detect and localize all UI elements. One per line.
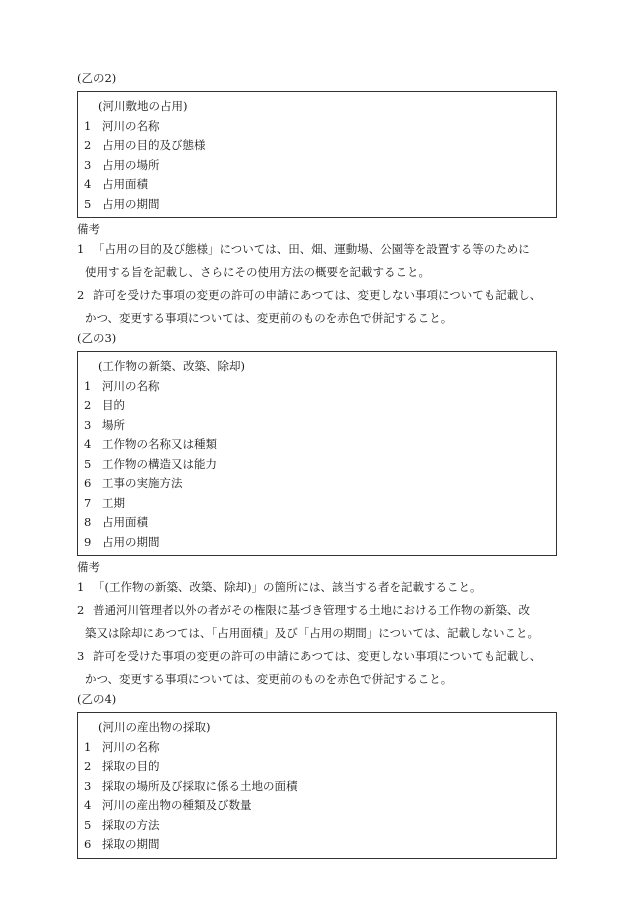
- item-number: 5: [84, 817, 92, 832]
- note-number: 1: [77, 580, 85, 594]
- note-line: 「占用の目的及び態様」については、田、畑、運動場、公園等を設置する等のために: [93, 242, 530, 256]
- section-label: (乙の2): [77, 71, 117, 85]
- list-item: [84, 156, 556, 176]
- list-item: [84, 416, 556, 436]
- remark-note: [77, 599, 557, 645]
- item-text: 工作物の名称又は種類: [102, 437, 217, 451]
- item-number: 5: [84, 456, 92, 471]
- item-text: 占用面積: [102, 515, 148, 529]
- remark-note: [77, 576, 557, 599]
- list-item: [84, 396, 556, 416]
- item-text: 場所: [102, 417, 125, 432]
- item-number: 9: [84, 534, 92, 549]
- item-number: 5: [84, 196, 92, 211]
- box-header: (工作物の新築、改築、除却): [98, 359, 245, 373]
- list-item: [84, 533, 556, 553]
- item-number: 2: [84, 398, 92, 412]
- list-item: [84, 136, 556, 156]
- item-text: 占用の期間: [102, 196, 160, 211]
- note-number: 2: [77, 288, 85, 302]
- list-item: [84, 494, 556, 514]
- item-text: 採取の方法: [102, 817, 160, 832]
- item-number: 4: [84, 177, 92, 191]
- item-number: 3: [84, 417, 92, 432]
- item-text: 採取の期間: [102, 837, 160, 851]
- item-text: 河川の名称: [102, 739, 160, 754]
- item-text: 占用の場所: [102, 157, 160, 172]
- list-item: [84, 816, 556, 836]
- item-text: 工期: [102, 495, 125, 510]
- note-number: 3: [77, 649, 85, 663]
- item-number: 3: [84, 157, 92, 172]
- list-item: [84, 777, 556, 797]
- item-number: 8: [84, 515, 92, 529]
- note-line: 使用する旨を記載し、さらにその使用方法の概要を記載すること。: [85, 265, 430, 279]
- note-line: かつ、変更する事項については、変更前のものを赤色で併記すること。: [85, 672, 453, 686]
- item-number: 2: [84, 138, 92, 152]
- item-text: 採取の目的: [102, 759, 160, 773]
- list-item: [84, 455, 556, 475]
- item-number: 6: [84, 476, 92, 490]
- list-item: [84, 757, 556, 777]
- list-item: [84, 738, 556, 758]
- note-number: 1: [77, 242, 85, 256]
- section-label: (乙の4): [77, 692, 117, 706]
- list-item: [84, 796, 556, 816]
- item-text: 占用面積: [102, 177, 148, 191]
- note-line: 普通河川管理者以外の者がその権限に基づき管理する土地における工作物の新築、改: [93, 603, 530, 617]
- item-text: 工事の実施方法: [102, 476, 183, 490]
- list-item: [84, 474, 556, 494]
- note-line: かつ、変更する事項については、変更前のものを赤色で併記すること。: [85, 311, 453, 325]
- list-item: [84, 435, 556, 455]
- items-box: [77, 712, 557, 859]
- box-header: (河川の産出物の採取): [98, 720, 211, 734]
- remark-note: [77, 284, 557, 330]
- item-number: 2: [84, 759, 92, 773]
- note-line: 許可を受けた事項の変更の許可の申請にあつては、変更しない事項についても記載し、: [93, 288, 542, 302]
- item-number: 7: [84, 495, 92, 510]
- item-text: 採取の場所及び採取に係る土地の面積: [102, 778, 298, 793]
- item-text: 目的: [102, 398, 125, 412]
- item-number: 1: [84, 118, 92, 133]
- section-label: (乙の3): [77, 331, 117, 345]
- list-item: [84, 377, 556, 397]
- note-line: 築又は除却にあつては、「占用面積」及び「占用の期間」については、記載しないこと。: [85, 626, 540, 640]
- items-box: [77, 351, 557, 556]
- section-otsu-4: [77, 691, 557, 859]
- box-header: (河川敷地の占用): [98, 99, 188, 113]
- item-text: 工作物の構造又は能力: [102, 456, 217, 471]
- list-item: [84, 835, 556, 855]
- item-number: 4: [84, 437, 92, 451]
- item-number: 1: [84, 378, 92, 393]
- remarks-title: 備考: [77, 560, 100, 574]
- section-otsu-3: [77, 330, 557, 691]
- list-item: [84, 513, 556, 533]
- item-text: 占用の目的及び態様: [102, 138, 206, 152]
- item-text: 河川の名称: [102, 378, 160, 393]
- item-number: 3: [84, 778, 92, 793]
- items-box: [77, 91, 557, 218]
- list-item: [84, 195, 556, 215]
- item-text: 河川の産出物の種類及び数量: [102, 798, 252, 812]
- list-item: [84, 175, 556, 195]
- note-line: 許可を受けた事項の変更の許可の申請にあつては、変更しない事項についても記載し、: [93, 649, 542, 663]
- item-number: 6: [84, 837, 92, 851]
- section-otsu-2: [77, 70, 557, 330]
- item-text: 占用の期間: [102, 534, 160, 549]
- note-number: 2: [77, 603, 85, 617]
- item-number: 4: [84, 798, 92, 812]
- remark-note: [77, 238, 557, 284]
- document-page: [77, 70, 557, 861]
- remarks-title: 備考: [77, 222, 100, 236]
- item-number: 1: [84, 739, 92, 754]
- remark-note: [77, 645, 557, 691]
- item-text: 河川の名称: [102, 118, 160, 133]
- list-item: [84, 117, 556, 137]
- note-line: 「(工作物の新築、改築、除却)」の箇所には、該当する者を記載すること。: [93, 580, 482, 594]
